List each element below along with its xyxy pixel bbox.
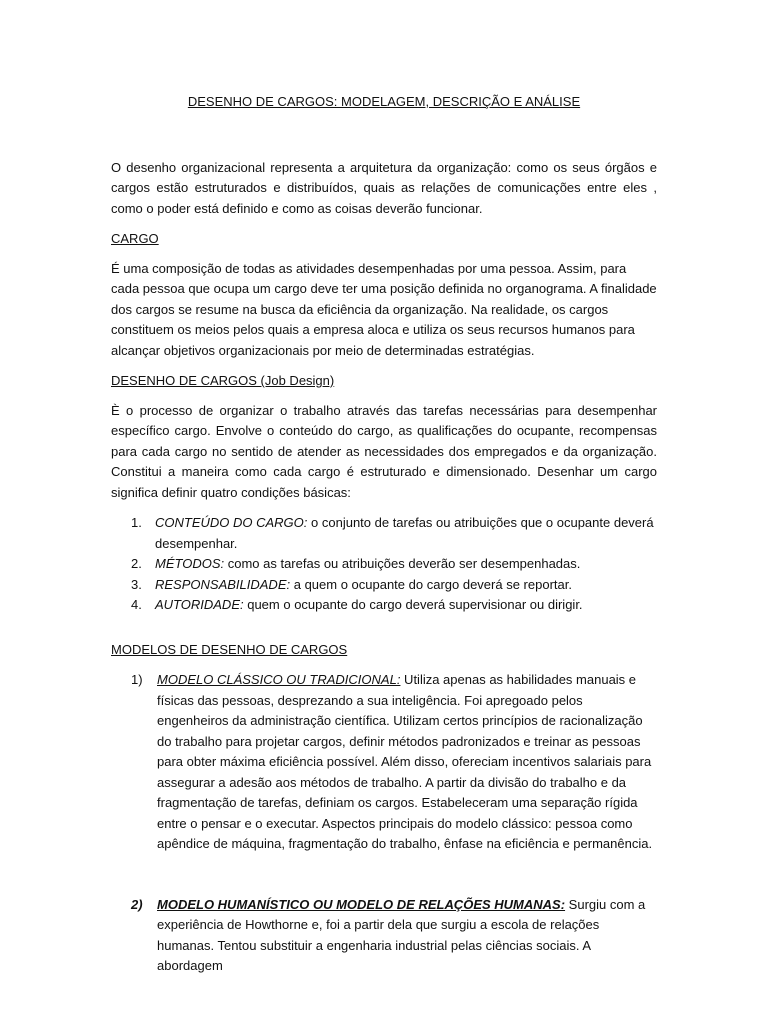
list-item-term: CONTEÚDO DO CARGO: bbox=[155, 515, 308, 530]
list-item bbox=[111, 575, 657, 596]
model-item-number: 2) bbox=[131, 896, 143, 912]
list-item-term: RESPONSABILIDADE: bbox=[155, 576, 291, 592]
list-item-number: 3. bbox=[131, 576, 142, 592]
model-item-text: Surgiu com a experiência de Howthorne e, foi a partir dela que surgiu a escola de relações humanas. Tentou substituir a engenharia industrial pelas ciências sociais. A abordagem bbox=[157, 896, 646, 973]
model-item-term: MODELO HUMANÍSTICO OU MODELO DE RELAÇÕES HUMANAS: bbox=[157, 896, 566, 912]
modelos-heading: MODELOS DE DESENHO DE CARGOS bbox=[111, 641, 348, 657]
list-item-number: 2. bbox=[131, 556, 142, 571]
list-item-text: quem o ocupante do cargo deverá supervisionar ou dirigir. bbox=[243, 597, 583, 612]
conditions-list bbox=[111, 513, 657, 616]
list-item-term: AUTORIDADE: bbox=[155, 597, 244, 612]
list-item-term: MÉTODOS: bbox=[155, 556, 225, 571]
list-item bbox=[111, 554, 657, 575]
desenho-heading: DESENHO DE CARGOS (Job Design) bbox=[111, 373, 335, 388]
model-item-humanistic bbox=[111, 895, 657, 977]
model-item-term: MODELO CLÁSSICO OU TRADICIONAL: bbox=[157, 672, 401, 687]
cargo-heading: CARGO bbox=[111, 231, 159, 246]
intro-paragraph: O desenho organizacional representa a arquitetura da organização: como os seus órgãos e cargos estão estruturados e distribuídos, quais as relações de comunicações entre eles , como o poder está definido e como as coisas deverão funcionar. bbox=[111, 159, 657, 216]
model-item-number: 1) bbox=[131, 672, 143, 687]
model-item-text: Utiliza apenas as habilidades manuais e físicas das pessoas, desprezando a sua inteligência. Foi apregoado pelos engenheiros da administração científica. Utilizam certos princípios de racionalização do trabalho para projetar cargos, definir métodos padronizados e treinar as pessoas para obter máxima eficiência possível. Além disso, ofereciam incentivos salariais para assegurar a adesão aos métodos de trabalho. A partir da divisão do trabalho e da fragmentação de tarefas, definiam os cargos. Estabeleceram uma separação rígida entre o pensar e o executar. Aspectos principais do modelo clássico: pessoa como apêndice de máquina, fragmentação do trabalho, ênfase na eficiência e permanência. bbox=[157, 672, 653, 851]
list-item-number: 4. bbox=[131, 597, 142, 612]
list-item bbox=[111, 595, 657, 616]
list-item-text: o conjunto de tarefas ou atribuições que o ocupante deverá desempenhar. bbox=[155, 515, 654, 551]
cargo-paragraph: É uma composição de todas as atividades desempenhadas por uma pessoa. Assim, para cada pessoa que ocupa um cargo deve ter uma posição definida no organograma. A finalidade dos cargos se resume na busca da eficiência da organização. Na realidade, os cargos constituem os meios pelos quais a empresa aloca e utiliza os seus recursos humanos para alcançar objetivos organizacionais por meio de determinadas estratégias. bbox=[111, 260, 657, 358]
list-item bbox=[111, 513, 657, 554]
list-item-number: 1. bbox=[131, 515, 142, 530]
desenho-paragraph: È o processo de organizar o trabalho através das tarefas necessárias para desempenhar específico cargo. Envolve o conteúdo do cargo, as qualificações do ocupante, recompensas para cada cargo no sentido de atender as necessidades dos empregados e da organização. Constitui a maneira como cada cargo é estruturado e dimensionado. Desenhar um cargo significa definir quatro condições básicas: bbox=[111, 402, 657, 500]
list-item-text: como as tarefas ou atribuições deverão ser desempenhadas. bbox=[224, 556, 581, 571]
models-list bbox=[111, 670, 657, 977]
list-item-text: a quem o ocupante do cargo deverá se reportar. bbox=[290, 576, 572, 592]
model-item-classic bbox=[111, 670, 657, 855]
document-title: DESENHO DE CARGOS: MODELAGEM, DESCRIÇÃO E ANÁLISE bbox=[187, 94, 581, 109]
